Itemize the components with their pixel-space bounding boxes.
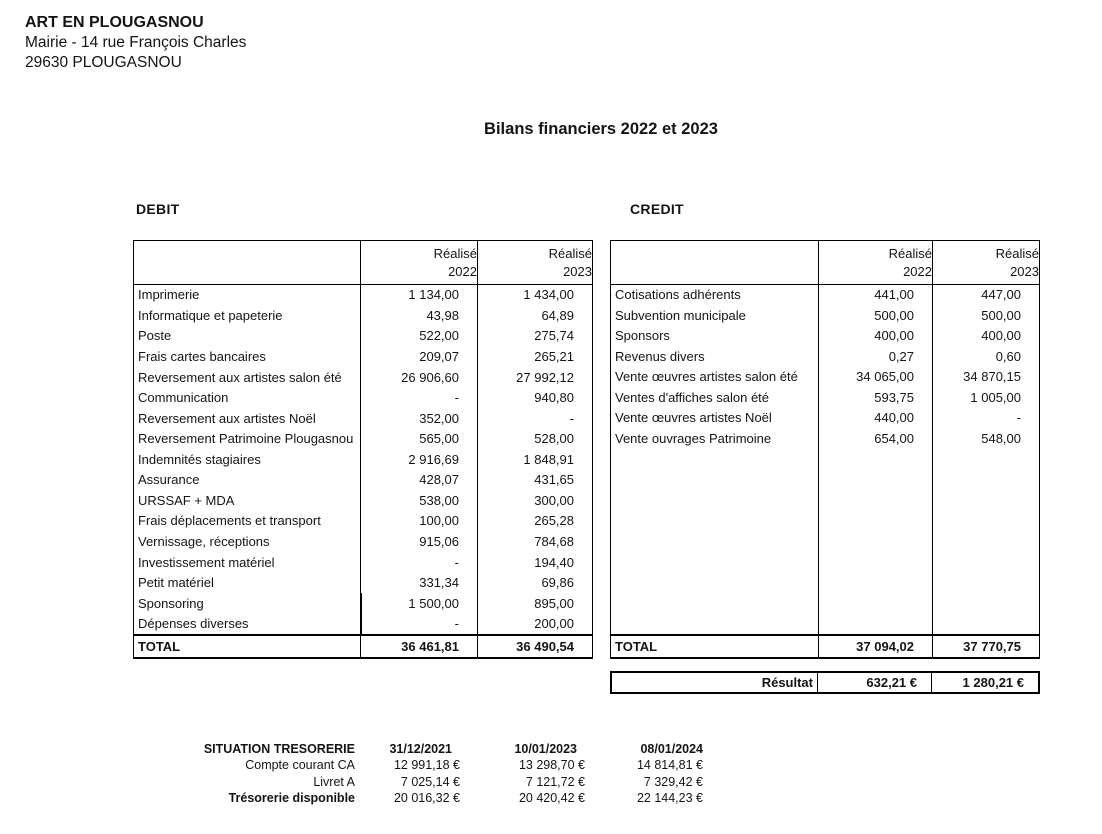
tresorerie-date-3: 08/01/2024 <box>640 742 703 756</box>
value-2023: 275,74 <box>477 326 592 347</box>
value-2022: 538,00 <box>360 490 477 511</box>
row-label: Vernissage, réceptions <box>138 534 270 550</box>
tresorerie-section <box>150 741 703 807</box>
empty-cell <box>611 449 818 635</box>
debit-total-row <box>134 634 592 657</box>
header-realise-label: Réalisé <box>548 246 592 261</box>
value-2023: 27 992,12 <box>477 367 592 388</box>
value-2022: 0,27 <box>818 346 932 367</box>
page-title: Bilans financiers 2022 et 2023 <box>484 120 718 138</box>
table-row <box>134 531 592 552</box>
table-row <box>134 367 592 388</box>
row-label: Vente œuvres artistes salon été <box>615 369 798 385</box>
value-2023: 1 005,00 <box>932 387 1039 408</box>
table-row <box>134 285 592 306</box>
value-2022: 100,00 <box>360 511 477 532</box>
tresorerie-value: 7 025,14 € <box>400 774 460 789</box>
row-label: Revenus divers <box>615 348 705 364</box>
value-2022: - <box>360 614 477 635</box>
header-realise-2023 <box>477 241 592 284</box>
value-2022: 209,07 <box>360 346 477 367</box>
value-2023: 265,28 <box>477 511 592 532</box>
tresorerie-value: 22 144,23 € <box>636 791 703 806</box>
header-year-2022: 2022 <box>448 264 477 279</box>
resultat-2022: 632,21 € <box>817 673 931 692</box>
value-2023: 69,86 <box>477 572 592 593</box>
credit-table-body <box>611 285 1039 635</box>
row-label: Imprimerie <box>138 287 200 303</box>
value-2022: - <box>360 552 477 573</box>
tresorerie-value: 12 991,18 € <box>393 758 460 773</box>
value-2023: 431,65 <box>477 470 592 491</box>
value-2022: 43,98 <box>360 305 477 326</box>
row-label: Frais cartes bancaires <box>138 348 266 364</box>
value-2022: - <box>360 387 477 408</box>
credit-table <box>610 240 1040 659</box>
value-2023: 895,00 <box>477 593 592 614</box>
value-2022: 440,00 <box>818 408 932 429</box>
header-empty-cell <box>134 241 360 284</box>
credit-section-label: CREDIT <box>630 201 684 217</box>
table-row <box>611 326 1039 347</box>
tresorerie-row-label: Livret A <box>313 774 355 789</box>
value-2022: 26 906,60 <box>360 367 477 388</box>
value-2022: 428,07 <box>360 470 477 491</box>
header-realise-label: Réalisé <box>433 246 477 261</box>
table-row <box>611 285 1039 306</box>
total-2022: 37 094,02 <box>818 636 932 657</box>
value-2023: 784,68 <box>477 531 592 552</box>
value-2022: 2 916,69 <box>360 449 477 470</box>
row-label: Vente œuvres artistes Noël <box>615 410 772 426</box>
value-2022: 593,75 <box>818 387 932 408</box>
value-2023: - <box>477 408 592 429</box>
value-2023: 940,80 <box>477 387 592 408</box>
header-realise-2022 <box>818 241 932 284</box>
value-2023: 194,40 <box>477 552 592 573</box>
value-2022: 400,00 <box>818 326 932 347</box>
table-row <box>611 346 1039 367</box>
row-label: Assurance <box>138 472 200 488</box>
value-2023: 447,00 <box>932 285 1039 306</box>
row-label: Dépenses diverses <box>138 616 249 632</box>
header-year-2022: 2022 <box>903 264 932 279</box>
value-2022: 915,06 <box>360 531 477 552</box>
resultat-label: Résultat <box>761 675 813 690</box>
header-realise-label: Réalisé <box>995 246 1039 261</box>
header-realise-2022 <box>360 241 477 284</box>
value-2022: 1 134,00 <box>360 285 477 306</box>
total-2023: 36 490,54 <box>477 636 592 657</box>
value-2022: 522,00 <box>360 326 477 347</box>
tresorerie-value: 7 121,72 € <box>525 774 585 789</box>
value-2023: 1 434,00 <box>477 285 592 306</box>
row-label: Reversement aux artistes Noël <box>138 410 316 426</box>
header-realise-label: Réalisé <box>888 246 932 261</box>
table-row <box>134 572 592 593</box>
value-2023: 64,89 <box>477 305 592 326</box>
row-label: Subvention municipale <box>615 307 746 323</box>
table-row <box>134 490 592 511</box>
row-label: Petit matériel <box>138 575 214 591</box>
tresorerie-value: 20 016,32 € <box>393 791 460 806</box>
table-row <box>134 614 592 635</box>
tresorerie-title: SITUATION TRESORERIE <box>203 742 355 756</box>
value-2022: 441,00 <box>818 285 932 306</box>
tresorerie-value: 14 814,81 € <box>636 758 703 773</box>
tresorerie-value: 20 420,42 € <box>518 791 585 806</box>
total-label: TOTAL <box>138 639 181 654</box>
row-label: Cotisations adhérents <box>615 287 741 303</box>
value-2022: 654,00 <box>818 428 932 449</box>
value-2022: 331,34 <box>360 572 477 593</box>
tresorerie-row-label: Compte courant CA <box>245 758 355 773</box>
table-row <box>611 305 1039 326</box>
table-row <box>134 326 592 347</box>
credit-total-row <box>611 634 1039 657</box>
header-realise-2023 <box>932 241 1039 284</box>
empty-filler-rows <box>611 449 1039 635</box>
total-2023: 37 770,75 <box>932 636 1039 657</box>
org-block <box>25 12 246 72</box>
value-2022: 565,00 <box>360 428 477 449</box>
table-row <box>134 428 592 449</box>
header-empty-cell <box>611 241 818 284</box>
empty-cell <box>932 449 1039 635</box>
tresorerie-value: 7 329,42 € <box>643 774 703 789</box>
row-label: Sponsors <box>615 328 670 344</box>
tresorerie-row-label: Trésorerie disponible <box>228 791 355 806</box>
table-row <box>134 408 592 429</box>
resultat-2023: 1 280,21 € <box>931 673 1038 692</box>
row-label: Sponsoring <box>138 595 204 611</box>
row-label: Vente ouvrages Patrimoine <box>615 430 772 446</box>
value-2023: 500,00 <box>932 305 1039 326</box>
table-row <box>134 552 592 573</box>
value-2023: 200,00 <box>477 614 592 635</box>
row-label: URSSAF + MDA <box>138 492 235 508</box>
table-row <box>611 387 1039 408</box>
table-row <box>611 428 1039 449</box>
table-row <box>134 346 592 367</box>
table-row <box>611 367 1039 388</box>
debit-table-body <box>134 285 592 635</box>
value-2022: 352,00 <box>360 408 477 429</box>
table-row <box>134 449 592 470</box>
value-2022: 500,00 <box>818 305 932 326</box>
total-label: TOTAL <box>615 639 658 654</box>
table-row <box>134 470 592 491</box>
tresorerie-date-2: 10/01/2023 <box>514 742 577 756</box>
org-name: ART EN PLOUGASNOU <box>25 14 204 31</box>
tresorerie-value: 13 298,70 € <box>518 758 585 773</box>
row-label: Reversement aux artistes salon été <box>138 369 342 385</box>
org-address-line2: 29630 PLOUGASNOU <box>25 53 182 71</box>
tresorerie-date-1: 31/12/2021 <box>389 742 452 756</box>
value-2022: 1 500,00 <box>360 593 477 614</box>
table-row <box>134 387 592 408</box>
row-label: Poste <box>138 328 172 344</box>
value-2023: 1 848,91 <box>477 449 592 470</box>
header-year-2023: 2023 <box>1010 264 1039 279</box>
value-2023: 300,00 <box>477 490 592 511</box>
value-2023: - <box>932 408 1039 429</box>
value-2023: 265,21 <box>477 346 592 367</box>
row-label: Communication <box>138 390 229 406</box>
value-2023: 528,00 <box>477 428 592 449</box>
row-label: Frais déplacements et transport <box>138 513 321 529</box>
resultat-row <box>610 671 1040 694</box>
row-label: Ventes d'affiches salon été <box>615 389 770 405</box>
value-2023: 400,00 <box>932 326 1039 347</box>
empty-cell <box>818 449 932 635</box>
row-label: Indemnités stagiaires <box>138 451 261 467</box>
table-row <box>134 511 592 532</box>
debit-table <box>133 240 593 659</box>
value-2022: 34 065,00 <box>818 367 932 388</box>
row-label: Investissement matériel <box>138 554 275 570</box>
value-2023: 34 870,15 <box>932 367 1039 388</box>
row-label: Reversement Patrimoine Plougasnou <box>138 431 354 447</box>
org-address-line1: Mairie - 14 rue François Charles <box>25 34 247 51</box>
header-year-2023: 2023 <box>563 264 592 279</box>
debit-table-header <box>134 241 592 285</box>
total-2022: 36 461,81 <box>360 636 477 657</box>
row-label: Informatique et papeterie <box>138 307 283 323</box>
table-row <box>611 408 1039 429</box>
debit-section-label: DEBIT <box>136 201 180 217</box>
credit-table-header <box>611 241 1039 285</box>
table-row <box>134 305 592 326</box>
table-row <box>134 593 592 614</box>
value-2023: 0,60 <box>932 346 1039 367</box>
value-2023: 548,00 <box>932 428 1039 449</box>
